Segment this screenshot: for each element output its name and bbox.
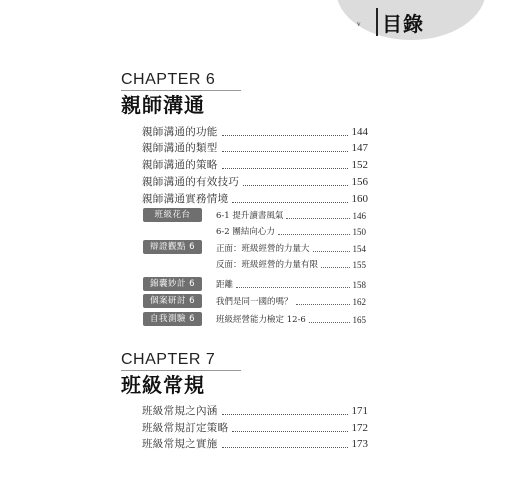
toc-entry-page: 152 <box>351 159 368 171</box>
toc-entry-page: 156 <box>351 176 368 188</box>
chapter-6-label: CHAPTER 6 <box>121 72 241 91</box>
toc-entry[interactable] <box>142 138 368 154</box>
dot-leader <box>222 446 348 448</box>
dot-leader <box>296 303 350 305</box>
toc-subentry-page: 146 <box>352 211 366 221</box>
toc-entry-title: 親師溝通實務情境 <box>142 193 229 205</box>
toc-subentry-page: 150 <box>352 227 366 237</box>
dot-leader <box>286 217 349 219</box>
toc-subentry-title: 班級經營能力檢定 12-6 <box>216 315 306 325</box>
dot-leader <box>243 184 347 186</box>
toc-entry-title: 親師溝通的策略 <box>142 159 218 171</box>
feature-badge: 班級花台 <box>143 208 202 222</box>
feature-badge: 自我測驗 6 <box>143 312 202 326</box>
chapter-6-heading <box>121 72 281 117</box>
feature-badge: 錦囊妙計 6 <box>143 277 202 291</box>
toc-subentry[interactable] <box>216 293 366 307</box>
toc-entry-page: 171 <box>351 405 368 417</box>
dot-leader <box>321 266 349 268</box>
toc-entry-title: 班級常規之實施 <box>142 438 218 450</box>
toc-subentry[interactable] <box>216 207 366 221</box>
toc-entry-title: 親師溝通的有效技巧 <box>142 176 240 188</box>
toc-subentry-title: 6-1 提升讀書風氣 <box>216 211 284 221</box>
chapter-7-label: CHAPTER 7 <box>121 352 241 371</box>
toc-entry-title: 親師溝通的類型 <box>142 142 218 154</box>
dot-leader <box>222 134 348 136</box>
toc-entry-page: 147 <box>351 142 368 154</box>
toc-subentry-page: 154 <box>352 244 366 254</box>
toc-entry-page: 173 <box>351 438 368 450</box>
toc-subentry-title: 距離 <box>216 280 234 290</box>
dot-leader <box>222 413 348 415</box>
dot-leader <box>236 286 349 288</box>
toc-entry-page: 160 <box>351 193 368 205</box>
toc-subentry-page: 165 <box>352 315 366 325</box>
dot-leader <box>232 201 347 203</box>
toc-entry-page: 172 <box>351 422 368 434</box>
toc-entry[interactable] <box>142 155 368 171</box>
toc-subentry[interactable] <box>216 311 366 325</box>
toc-entry[interactable] <box>142 172 368 188</box>
dot-leader <box>278 233 350 235</box>
toc-subentry[interactable] <box>216 276 366 290</box>
dot-leader <box>222 167 348 169</box>
toc-subentry[interactable] <box>216 240 366 254</box>
header-divider <box>376 8 378 36</box>
page-number-marker: v <box>357 20 361 28</box>
toc-subentry-title: 6-2 團結向心力 <box>216 227 275 237</box>
dot-leader <box>222 150 348 152</box>
toc-subentry[interactable] <box>216 256 366 270</box>
dot-leader <box>309 321 350 323</box>
toc-subentry-page: 162 <box>352 297 366 307</box>
toc-entry-page: 144 <box>351 126 368 138</box>
feature-badge: 辯證觀點 6 <box>143 240 202 254</box>
dot-leader <box>313 250 350 252</box>
toc-subentry-title: 我們是同一國的嗎？ <box>216 297 293 307</box>
chapter-7-title: 班級常規 <box>121 373 205 397</box>
toc-title: 目錄 <box>382 12 424 36</box>
toc-entry[interactable] <box>142 434 368 450</box>
toc-subentry-page: 158 <box>352 280 366 290</box>
feature-badge: 個案研討 6 <box>143 294 202 308</box>
toc-entry[interactable] <box>142 122 368 138</box>
toc-entry-title: 班級常規之內涵 <box>142 405 218 417</box>
toc-subentry-page: 155 <box>352 260 366 270</box>
dot-leader <box>232 430 347 432</box>
toc-subentry-title: 正面：班級經營的力量大 <box>216 244 310 254</box>
toc-entry-title: 親師溝通的功能 <box>142 126 218 138</box>
toc-subentry[interactable] <box>216 223 366 237</box>
toc-subentry-title: 反面：班級經營的力量有限 <box>216 260 319 270</box>
toc-entry-title: 班級常規訂定策略 <box>142 422 229 434</box>
chapter-6-title: 親師溝通 <box>121 93 205 117</box>
toc-entry[interactable] <box>142 401 368 417</box>
toc-entry[interactable] <box>142 189 368 205</box>
chapter-7-heading <box>121 352 281 397</box>
toc-entry[interactable] <box>142 418 368 434</box>
